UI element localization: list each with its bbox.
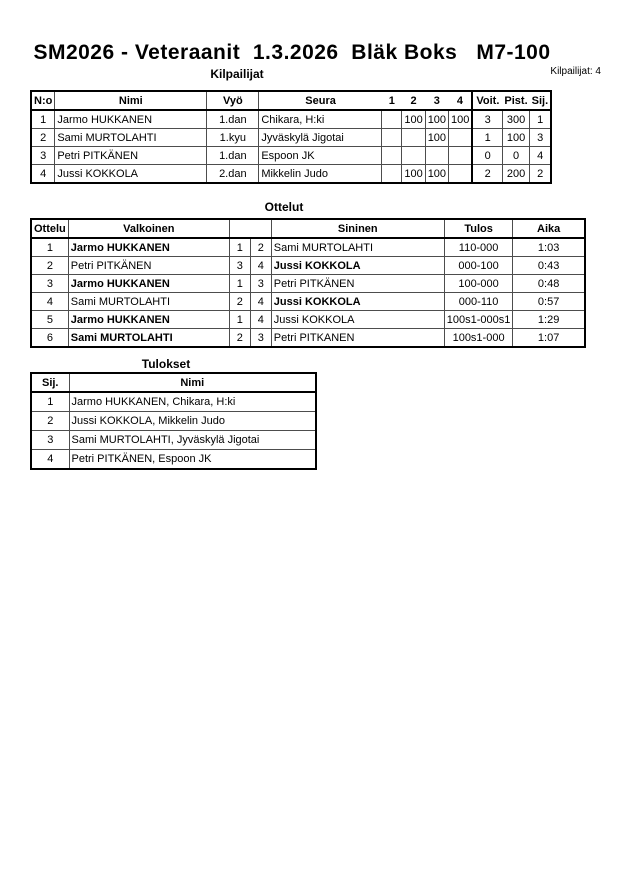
matches-table	[30, 218, 586, 348]
col-header-name: Nimi	[55, 91, 207, 110]
cell-match-no: 3	[31, 275, 68, 293]
cell-white-no: 1	[229, 275, 250, 293]
cell-blue-name: Jussi KOKKOLA	[271, 311, 444, 329]
cell-place: 4	[31, 450, 69, 470]
cell-wins: 2	[472, 165, 502, 184]
cell-white-no: 1	[229, 311, 250, 329]
cell-place: 3	[31, 431, 69, 450]
table-row	[31, 329, 585, 348]
cell-white-name: Petri PITKÄNEN	[68, 257, 229, 275]
cell-round2	[402, 129, 425, 147]
col-header-blue: Sininen	[271, 219, 444, 238]
cell-result: 100s1-000	[444, 329, 513, 348]
col-header-white: Valkoinen	[68, 219, 229, 238]
cell-club: Mikkelin Judo	[259, 165, 382, 184]
cell-match-no: 5	[31, 311, 68, 329]
participants-count: Kilpailijat: 4	[550, 66, 601, 77]
cell-white-name: Sami MURTOLAHTI	[68, 329, 229, 348]
cell-belt: 1.dan	[207, 110, 259, 129]
cell-round1	[382, 110, 402, 129]
cell-place: 2	[530, 165, 552, 184]
col-header-time: Aika	[513, 219, 585, 238]
col-header-name: Nimi	[69, 373, 316, 392]
cell-result: 000-110	[444, 293, 513, 311]
cell-match-no: 4	[31, 293, 68, 311]
table-row	[31, 293, 585, 311]
table-row	[31, 412, 316, 431]
cell-no: 3	[31, 147, 55, 165]
col-header-round4: 4	[449, 91, 473, 110]
cell-time: 1:03	[513, 238, 585, 257]
col-header-place: Sij.	[530, 91, 552, 110]
cell-round3: 100	[425, 129, 448, 147]
cell-name: Petri PITKÄNEN	[55, 147, 207, 165]
cell-result: 000-100	[444, 257, 513, 275]
cell-round1	[382, 165, 402, 184]
cell-blue-name: Petri PITKÄNEN	[271, 275, 444, 293]
cell-club: Chikara, H:ki	[259, 110, 382, 129]
cell-name: Jarmo HUKKANEN	[55, 110, 207, 129]
cell-blue-no: 4	[250, 293, 271, 311]
col-header-no: N:o	[31, 91, 55, 110]
cell-round2: 100	[402, 110, 425, 129]
results-table	[30, 372, 317, 470]
cell-white-no: 3	[229, 257, 250, 275]
cell-blue-no: 2	[250, 238, 271, 257]
cell-wins: 0	[472, 147, 502, 165]
cell-white-name: Jarmo HUKKANEN	[68, 311, 229, 329]
cell-wins: 3	[472, 110, 502, 129]
table-row	[31, 392, 316, 412]
cell-belt: 2.dan	[207, 165, 259, 184]
table-header-row	[31, 219, 585, 238]
cell-name: Sami MURTOLAHTI	[55, 129, 207, 147]
cell-blue-name: Jussi KOKKOLA	[271, 293, 444, 311]
table-header-row	[31, 373, 316, 392]
cell-club: Jyväskylä Jigotai	[259, 129, 382, 147]
cell-name: Jussi KOKKOLA	[55, 165, 207, 184]
cell-place: 4	[530, 147, 552, 165]
table-row	[31, 238, 585, 257]
cell-points: 0	[502, 147, 529, 165]
cell-belt: 1.kyu	[207, 129, 259, 147]
cell-match-no: 1	[31, 238, 68, 257]
col-header-round1: 1	[382, 91, 402, 110]
cell-white-name: Sami MURTOLAHTI	[68, 293, 229, 311]
table-row	[31, 450, 316, 470]
cell-blue-no: 3	[250, 275, 271, 293]
cell-place: 3	[530, 129, 552, 147]
col-header-round3: 3	[425, 91, 448, 110]
competitors-table	[30, 90, 552, 184]
cell-white-no: 1	[229, 238, 250, 257]
table-row	[31, 257, 585, 275]
cell-name: Sami MURTOLAHTI, Jyväskylä Jigotai	[69, 431, 316, 450]
cell-white-no: 2	[229, 329, 250, 348]
cell-name: Jarmo HUKKANEN, Chikara, H:ki	[69, 392, 316, 412]
cell-points: 300	[502, 110, 529, 129]
table-row	[31, 110, 551, 129]
cell-club: Espoon JK	[259, 147, 382, 165]
table-row	[31, 129, 551, 147]
cell-round3: 100	[425, 165, 448, 184]
cell-round3: 100	[425, 110, 448, 129]
cell-round2	[402, 147, 425, 165]
cell-place: 1	[31, 392, 69, 412]
col-header-club: Seura	[259, 91, 382, 110]
cell-time: 1:29	[513, 311, 585, 329]
cell-white-name: Jarmo HUKKANEN	[68, 275, 229, 293]
cell-time: 0:43	[513, 257, 585, 275]
cell-time: 0:48	[513, 275, 585, 293]
cell-points: 200	[502, 165, 529, 184]
table-row	[31, 431, 316, 450]
cell-place: 2	[31, 412, 69, 431]
cell-blue-no: 3	[250, 329, 271, 348]
matches-table-title: Ottelut	[264, 200, 304, 214]
col-header-round2: 2	[402, 91, 425, 110]
cell-match-no: 6	[31, 329, 68, 348]
cell-wins: 1	[472, 129, 502, 147]
cell-result: 110-000	[444, 238, 513, 257]
table-row	[31, 147, 551, 165]
table-row	[31, 275, 585, 293]
col-header-match: Ottelu	[31, 219, 68, 238]
cell-result: 100-000	[444, 275, 513, 293]
cell-round2: 100	[402, 165, 425, 184]
cell-round4	[449, 165, 473, 184]
cell-round3	[425, 147, 448, 165]
cell-blue-name: Sami MURTOLAHTI	[271, 238, 444, 257]
table-row	[31, 165, 551, 184]
cell-result: 100s1-000s1	[444, 311, 513, 329]
results-table-title: Tulokset	[141, 357, 191, 371]
cell-white-no: 2	[229, 293, 250, 311]
table-row	[31, 311, 585, 329]
cell-blue-no: 4	[250, 257, 271, 275]
cell-round1	[382, 129, 402, 147]
cell-place: 1	[530, 110, 552, 129]
cell-round4	[449, 129, 473, 147]
cell-white-name: Jarmo HUKKANEN	[68, 238, 229, 257]
cell-round1	[382, 147, 402, 165]
col-header-numbers	[229, 219, 271, 238]
cell-match-no: 2	[31, 257, 68, 275]
cell-no: 2	[31, 129, 55, 147]
table-header-row	[31, 91, 551, 110]
cell-blue-name: Petri PITKANEN	[271, 329, 444, 348]
cell-round4: 100	[449, 110, 473, 129]
cell-round4	[449, 147, 473, 165]
cell-points: 100	[502, 129, 529, 147]
col-header-place: Sij.	[31, 373, 69, 392]
competitors-table-title: Kilpailijat	[210, 67, 264, 81]
cell-blue-no: 4	[250, 311, 271, 329]
cell-blue-name: Jussi KOKKOLA	[271, 257, 444, 275]
col-header-wins: Voit.	[472, 91, 502, 110]
col-header-belt: Vyö	[207, 91, 259, 110]
col-header-result: Tulos	[444, 219, 513, 238]
col-header-points: Pist.	[502, 91, 529, 110]
cell-time: 1:07	[513, 329, 585, 348]
cell-no: 1	[31, 110, 55, 129]
cell-no: 4	[31, 165, 55, 184]
page-title: SM2026 - Veteraanit 1.3.2026 Bläk Boks M7-100	[33, 41, 551, 64]
cell-belt: 1.dan	[207, 147, 259, 165]
cell-name: Jussi KOKKOLA, Mikkelin Judo	[69, 412, 316, 431]
cell-name: Petri PITKÄNEN, Espoon JK	[69, 450, 316, 470]
cell-time: 0:57	[513, 293, 585, 311]
